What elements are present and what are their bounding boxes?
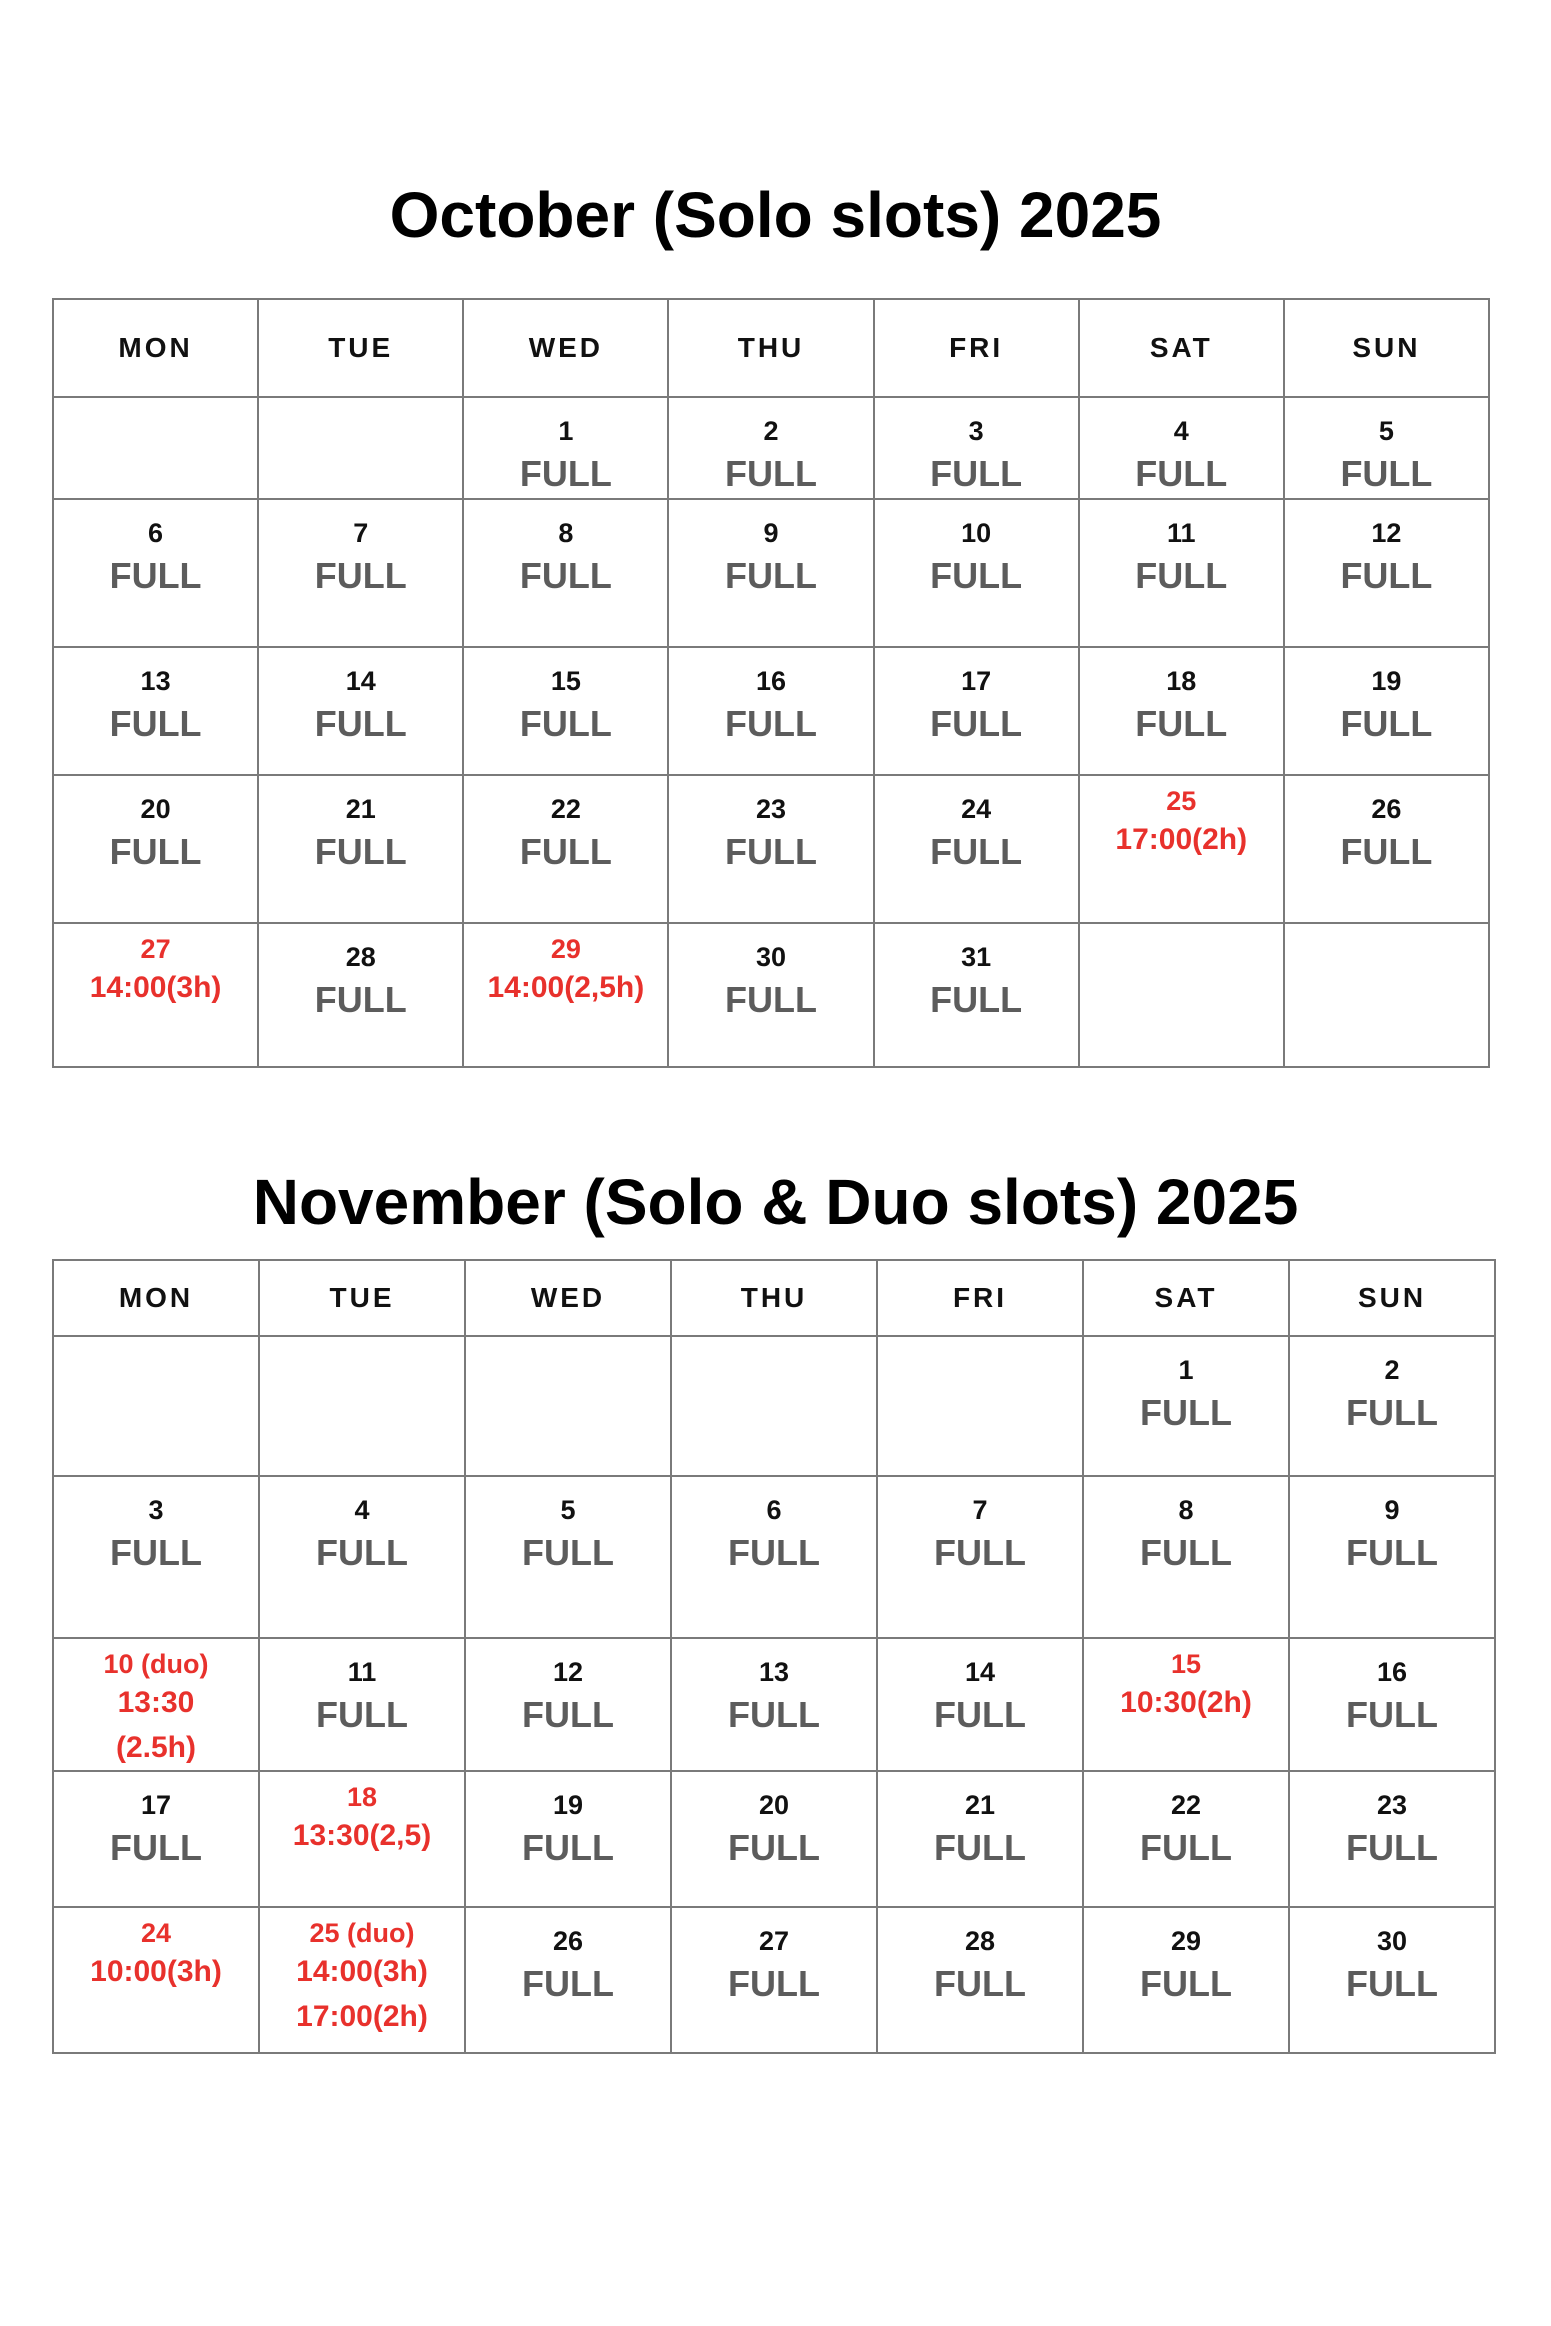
full-day-cell	[668, 775, 873, 923]
full-status: FULL	[1340, 555, 1433, 596]
full-status: FULL	[725, 453, 817, 494]
day-number: 5	[1378, 416, 1394, 446]
full-status: FULL	[109, 831, 202, 872]
day-number: 9	[1384, 1495, 1400, 1525]
full-day-cell	[465, 1638, 671, 1771]
full-status: FULL	[1140, 1532, 1232, 1573]
weekday-sat: SAT	[1079, 299, 1284, 397]
weekday-mon: MON	[53, 299, 258, 397]
full-day-cell	[1083, 1476, 1289, 1638]
full-day-cell	[668, 923, 873, 1067]
day-number: 29	[550, 934, 581, 964]
day-number: 17	[140, 1790, 172, 1820]
full-day-cell	[258, 647, 463, 775]
weekday-sun: SUN	[1289, 1260, 1495, 1336]
day-number: 29	[1170, 1926, 1202, 1956]
available-day-cell	[1083, 1638, 1289, 1771]
day-number: 12	[1371, 518, 1402, 548]
full-status: FULL	[728, 1963, 820, 2004]
full-day-cell	[53, 1771, 259, 1907]
full-status: FULL	[1135, 453, 1228, 494]
weekday-thu: THU	[671, 1260, 877, 1336]
day-number: 22	[550, 794, 581, 824]
empty-day-cell	[1079, 923, 1284, 1067]
weekday-thu: THU	[668, 299, 873, 397]
full-day-cell	[668, 397, 873, 499]
full-status: FULL	[1140, 1392, 1232, 1433]
full-status: FULL	[930, 453, 1023, 494]
full-day-cell	[671, 1638, 877, 1771]
available-day-cell	[463, 923, 668, 1067]
day-number: 2	[763, 416, 779, 446]
full-status: FULL	[522, 1694, 614, 1735]
available-day-cell	[259, 1771, 465, 1907]
day-number: 11	[1167, 518, 1196, 548]
full-status: FULL	[725, 979, 817, 1020]
full-day-cell	[465, 1771, 671, 1907]
day-number: 7	[972, 1495, 988, 1525]
day-number: 31	[961, 942, 992, 972]
full-day-cell	[1079, 499, 1284, 647]
full-status: FULL	[1346, 1694, 1438, 1735]
full-day-cell	[465, 1476, 671, 1638]
day-number: 2	[1384, 1355, 1400, 1385]
day-number: 16	[755, 666, 787, 696]
full-status: FULL	[519, 703, 612, 744]
full-day-cell	[877, 1476, 1083, 1638]
day-number: 10 (duo)	[103, 1649, 209, 1679]
full-status: FULL	[725, 703, 817, 744]
time-slot: 10:30(2h)	[1120, 1686, 1252, 1719]
full-day-cell	[53, 1476, 259, 1638]
weekday-header-row	[53, 299, 1489, 397]
week-row	[53, 397, 1489, 499]
day-number: 27	[140, 934, 171, 964]
day-number: 12	[552, 1657, 584, 1687]
week-row	[53, 775, 1489, 923]
day-number: 18	[346, 1782, 378, 1812]
empty-day-cell	[53, 1336, 259, 1476]
week-row	[53, 1771, 1495, 1907]
weekday-sun: SUN	[1284, 299, 1489, 397]
full-status: FULL	[725, 831, 817, 872]
full-day-cell	[1284, 775, 1489, 923]
day-number: 1	[1178, 1355, 1194, 1385]
weekday-fri: FRI	[874, 299, 1079, 397]
day-number: 19	[1371, 666, 1402, 696]
day-number: 20	[758, 1790, 790, 1820]
time-slot: 14:00(3h)	[89, 971, 222, 1004]
day-number: 6	[148, 518, 164, 548]
full-day-cell	[671, 1476, 877, 1638]
full-status: FULL	[1140, 1963, 1232, 2004]
day-number: 26	[552, 1926, 584, 1956]
full-day-cell	[1083, 1907, 1289, 2053]
weekday-tue: TUE	[259, 1260, 465, 1336]
full-status: FULL	[930, 831, 1023, 872]
full-status: FULL	[109, 703, 202, 744]
day-number: 9	[763, 518, 779, 548]
full-status: FULL	[314, 703, 407, 744]
week-row	[53, 1907, 1495, 2053]
full-status: FULL	[934, 1827, 1026, 1868]
full-day-cell	[1289, 1476, 1495, 1638]
available-day-cell	[1079, 775, 1284, 923]
day-number: 8	[1178, 1495, 1194, 1525]
empty-day-cell	[877, 1336, 1083, 1476]
day-number: 16	[1376, 1657, 1408, 1687]
full-day-cell	[671, 1771, 877, 1907]
full-status: FULL	[728, 1532, 820, 1573]
full-status: FULL	[728, 1827, 820, 1868]
day-number: 13	[140, 666, 171, 696]
full-day-cell	[874, 647, 1079, 775]
day-number: 18	[1166, 666, 1197, 696]
day-number: 25	[1166, 786, 1197, 816]
full-day-cell	[258, 775, 463, 923]
day-number: 15	[1170, 1649, 1202, 1679]
day-number: 22	[1170, 1790, 1202, 1820]
full-day-cell	[874, 923, 1079, 1067]
full-status: FULL	[316, 1694, 408, 1735]
full-day-cell	[668, 499, 873, 647]
time-slot: 10:00(3h)	[90, 1955, 222, 1988]
full-day-cell	[1289, 1771, 1495, 1907]
full-status: FULL	[934, 1963, 1026, 2004]
full-day-cell	[1289, 1907, 1495, 2053]
time-slot: 17:00(2h)	[296, 2000, 428, 2033]
weekday-mon: MON	[53, 1260, 259, 1336]
day-number: 4	[354, 1495, 370, 1525]
full-status: FULL	[110, 1532, 202, 1573]
weekday-wed: WED	[463, 299, 668, 397]
day-number: 1	[558, 416, 574, 446]
day-number: 5	[560, 1495, 576, 1525]
full-status: FULL	[522, 1827, 614, 1868]
day-number: 3	[968, 416, 984, 446]
full-day-cell	[1284, 647, 1489, 775]
available-day-cell	[53, 1638, 259, 1771]
empty-day-cell	[259, 1336, 465, 1476]
empty-day-cell	[53, 397, 258, 499]
october-calendar	[52, 298, 1490, 1068]
full-status: FULL	[1135, 555, 1228, 596]
full-day-cell	[668, 647, 873, 775]
day-number: 11	[347, 1657, 377, 1687]
full-status: FULL	[1140, 1827, 1232, 1868]
day-number: 14	[964, 1657, 996, 1687]
full-status: FULL	[1340, 831, 1433, 872]
day-number: 10	[961, 518, 992, 548]
week-row	[53, 1476, 1495, 1638]
november-calendar	[52, 1259, 1496, 2054]
week-row	[53, 499, 1489, 647]
day-number: 4	[1173, 416, 1189, 446]
day-number: 24	[140, 1918, 172, 1948]
full-status: FULL	[1340, 453, 1433, 494]
time-slot: 14:00(3h)	[296, 1955, 428, 1988]
full-status: FULL	[314, 979, 407, 1020]
full-day-cell	[1083, 1336, 1289, 1476]
day-number: 28	[964, 1926, 996, 1956]
full-status: FULL	[1340, 703, 1433, 744]
full-day-cell	[877, 1907, 1083, 2053]
day-number: 17	[961, 666, 992, 696]
full-day-cell	[1079, 647, 1284, 775]
october-title: October (Solo slots) 2025	[389, 179, 1162, 251]
time-slot: 13:30(2,5)	[292, 1819, 432, 1852]
available-day-cell	[259, 1907, 465, 2053]
full-day-cell	[463, 397, 668, 499]
full-day-cell	[874, 397, 1079, 499]
full-status: FULL	[316, 1532, 408, 1573]
time-slot: (2.5h)	[115, 1731, 196, 1764]
full-day-cell	[463, 775, 668, 923]
full-day-cell	[671, 1907, 877, 2053]
empty-day-cell	[1284, 923, 1489, 1067]
time-slot: 17:00(2h)	[1115, 823, 1248, 856]
full-status: FULL	[522, 1963, 614, 2004]
full-status: FULL	[930, 703, 1023, 744]
week-row	[53, 923, 1489, 1067]
day-number: 24	[961, 794, 992, 824]
full-day-cell	[259, 1476, 465, 1638]
day-number: 27	[758, 1926, 790, 1956]
full-status: FULL	[1346, 1963, 1438, 2004]
full-status: FULL	[934, 1694, 1026, 1735]
full-day-cell	[53, 775, 258, 923]
full-status: FULL	[314, 555, 407, 596]
day-number: 21	[345, 794, 376, 824]
full-day-cell	[53, 647, 258, 775]
day-number: 28	[345, 942, 376, 972]
full-day-cell	[1284, 499, 1489, 647]
full-status: FULL	[314, 831, 407, 872]
weekday-tue: TUE	[258, 299, 463, 397]
full-day-cell	[1289, 1336, 1495, 1476]
full-day-cell	[874, 499, 1079, 647]
full-day-cell	[1284, 397, 1489, 499]
full-status: FULL	[930, 555, 1023, 596]
day-number: 15	[550, 666, 581, 696]
weekday-header-row	[53, 1260, 1495, 1336]
day-number: 23	[1376, 1790, 1408, 1820]
full-status: FULL	[519, 555, 612, 596]
day-number: 21	[964, 1790, 996, 1820]
full-day-cell	[877, 1638, 1083, 1771]
full-status: FULL	[1135, 703, 1228, 744]
full-status: FULL	[728, 1694, 820, 1735]
day-number: 20	[140, 794, 171, 824]
full-status: FULL	[934, 1532, 1026, 1573]
full-day-cell	[874, 775, 1079, 923]
full-status: FULL	[1346, 1532, 1438, 1573]
full-day-cell	[465, 1907, 671, 2053]
full-status: FULL	[522, 1532, 614, 1573]
full-day-cell	[259, 1638, 465, 1771]
full-status: FULL	[1346, 1392, 1438, 1433]
empty-day-cell	[258, 397, 463, 499]
full-day-cell	[258, 499, 463, 647]
day-number: 7	[353, 518, 369, 548]
full-status: FULL	[110, 1827, 202, 1868]
full-status: FULL	[725, 555, 817, 596]
weekday-wed: WED	[465, 1260, 671, 1336]
day-number: 30	[1376, 1926, 1408, 1956]
day-number: 30	[755, 942, 787, 972]
week-row	[53, 647, 1489, 775]
full-status: FULL	[519, 453, 612, 494]
full-status: FULL	[930, 979, 1023, 1020]
weekday-sat: SAT	[1083, 1260, 1289, 1336]
time-slot: 14:00(2,5h)	[487, 971, 645, 1004]
day-number: 19	[552, 1790, 584, 1820]
empty-day-cell	[671, 1336, 877, 1476]
full-day-cell	[463, 647, 668, 775]
time-slot: 13:30	[117, 1686, 195, 1719]
full-status: FULL	[519, 831, 612, 872]
available-day-cell	[53, 1907, 259, 2053]
full-day-cell	[1079, 397, 1284, 499]
full-day-cell	[1289, 1638, 1495, 1771]
full-day-cell	[1083, 1771, 1289, 1907]
available-day-cell	[53, 923, 258, 1067]
november-title: November (Solo & Duo slots) 2025	[252, 1166, 1299, 1238]
day-number: 6	[766, 1495, 782, 1525]
day-number: 3	[148, 1495, 164, 1525]
empty-day-cell	[465, 1336, 671, 1476]
full-day-cell	[258, 923, 463, 1067]
day-number: 8	[558, 518, 574, 548]
week-row	[53, 1336, 1495, 1476]
full-day-cell	[463, 499, 668, 647]
day-number: 13	[758, 1657, 790, 1687]
day-number: 23	[755, 794, 787, 824]
week-row	[53, 1638, 1495, 1771]
full-status: FULL	[109, 555, 202, 596]
full-day-cell	[877, 1771, 1083, 1907]
full-day-cell	[53, 499, 258, 647]
weekday-fri: FRI	[877, 1260, 1083, 1336]
day-number: 14	[345, 666, 376, 696]
full-status: FULL	[1346, 1827, 1438, 1868]
day-number: 26	[1371, 794, 1402, 824]
day-number: 25 (duo)	[309, 1918, 415, 1948]
